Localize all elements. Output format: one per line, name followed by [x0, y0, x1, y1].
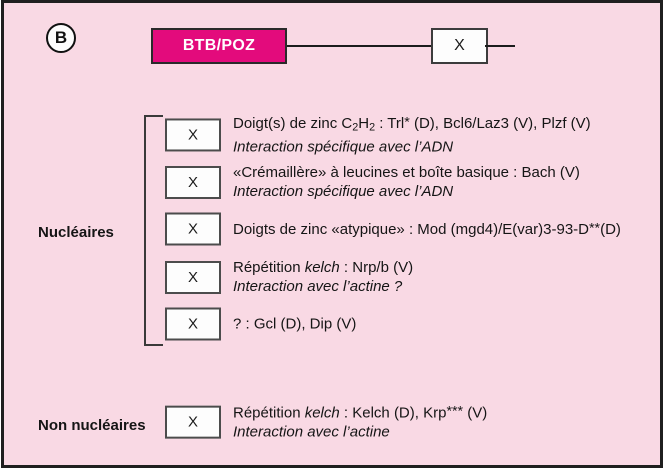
row-domain-text: Répétition kelch : Kelch (D), Krp*** (V): [233, 403, 488, 422]
protein-row: [165, 308, 659, 341]
connector-line: [287, 45, 431, 47]
row-domain-text: ? : Gcl (D), Dip (V): [233, 315, 357, 333]
row-interaction-note: Interaction avec l’actine: [233, 423, 390, 441]
connector-tail: [485, 45, 515, 47]
row-domain-text: Répétition kelch : Nrp/b (V): [233, 259, 414, 276]
panel-label: B: [54, 28, 68, 47]
protein-row: [165, 213, 659, 246]
x-domain-box: X: [165, 166, 221, 199]
x-domain-box-header: X: [431, 28, 488, 64]
x-domain-box: X: [165, 118, 221, 151]
x-domain-box: X: [165, 308, 221, 341]
row-interaction-note: Interaction spécifique avec l’ADN: [233, 138, 454, 156]
row-interaction-note: Interaction avec l’actine ?: [233, 278, 403, 295]
row-domain-text: Doigts de zinc «atypique» : Mod (mgd4)/E(var)3-93-D**(D): [233, 220, 621, 238]
nuclear-group-label: Nucléaires: [38, 224, 114, 241]
x-domain-box: X: [165, 261, 221, 294]
row-description: [233, 219, 621, 239]
row-interaction-note: Interaction spécifique avec l’ADN: [233, 183, 454, 200]
row-domain-text: «Crémaillère» à leucines et boîte basique : Bach (V): [233, 164, 580, 181]
panel-label-badge: [46, 23, 76, 53]
row-description: [233, 315, 356, 334]
protein-row: [165, 113, 659, 156]
non-nuclear-group-label: Non nucléaires: [38, 417, 146, 434]
row-description: [233, 403, 487, 442]
row-description: [233, 113, 591, 156]
x-domain-box: X: [165, 213, 221, 246]
x-domain-box: X: [165, 405, 221, 438]
btb-poz-domain-box: BTB/POZ: [151, 28, 287, 64]
row-description: [233, 258, 413, 296]
protein-row: [165, 163, 659, 201]
row-description: [233, 163, 580, 201]
protein-row: [165, 403, 659, 442]
row-domain-text: Doigt(s) de zinc $C_2H_2$ : Trl* (D), Bcl6/Laz3 (V), Plzf (V): [233, 114, 591, 134]
figure-background: [1, 0, 663, 468]
nuclear-group-bracket: [144, 115, 163, 346]
protein-row: [165, 258, 659, 296]
